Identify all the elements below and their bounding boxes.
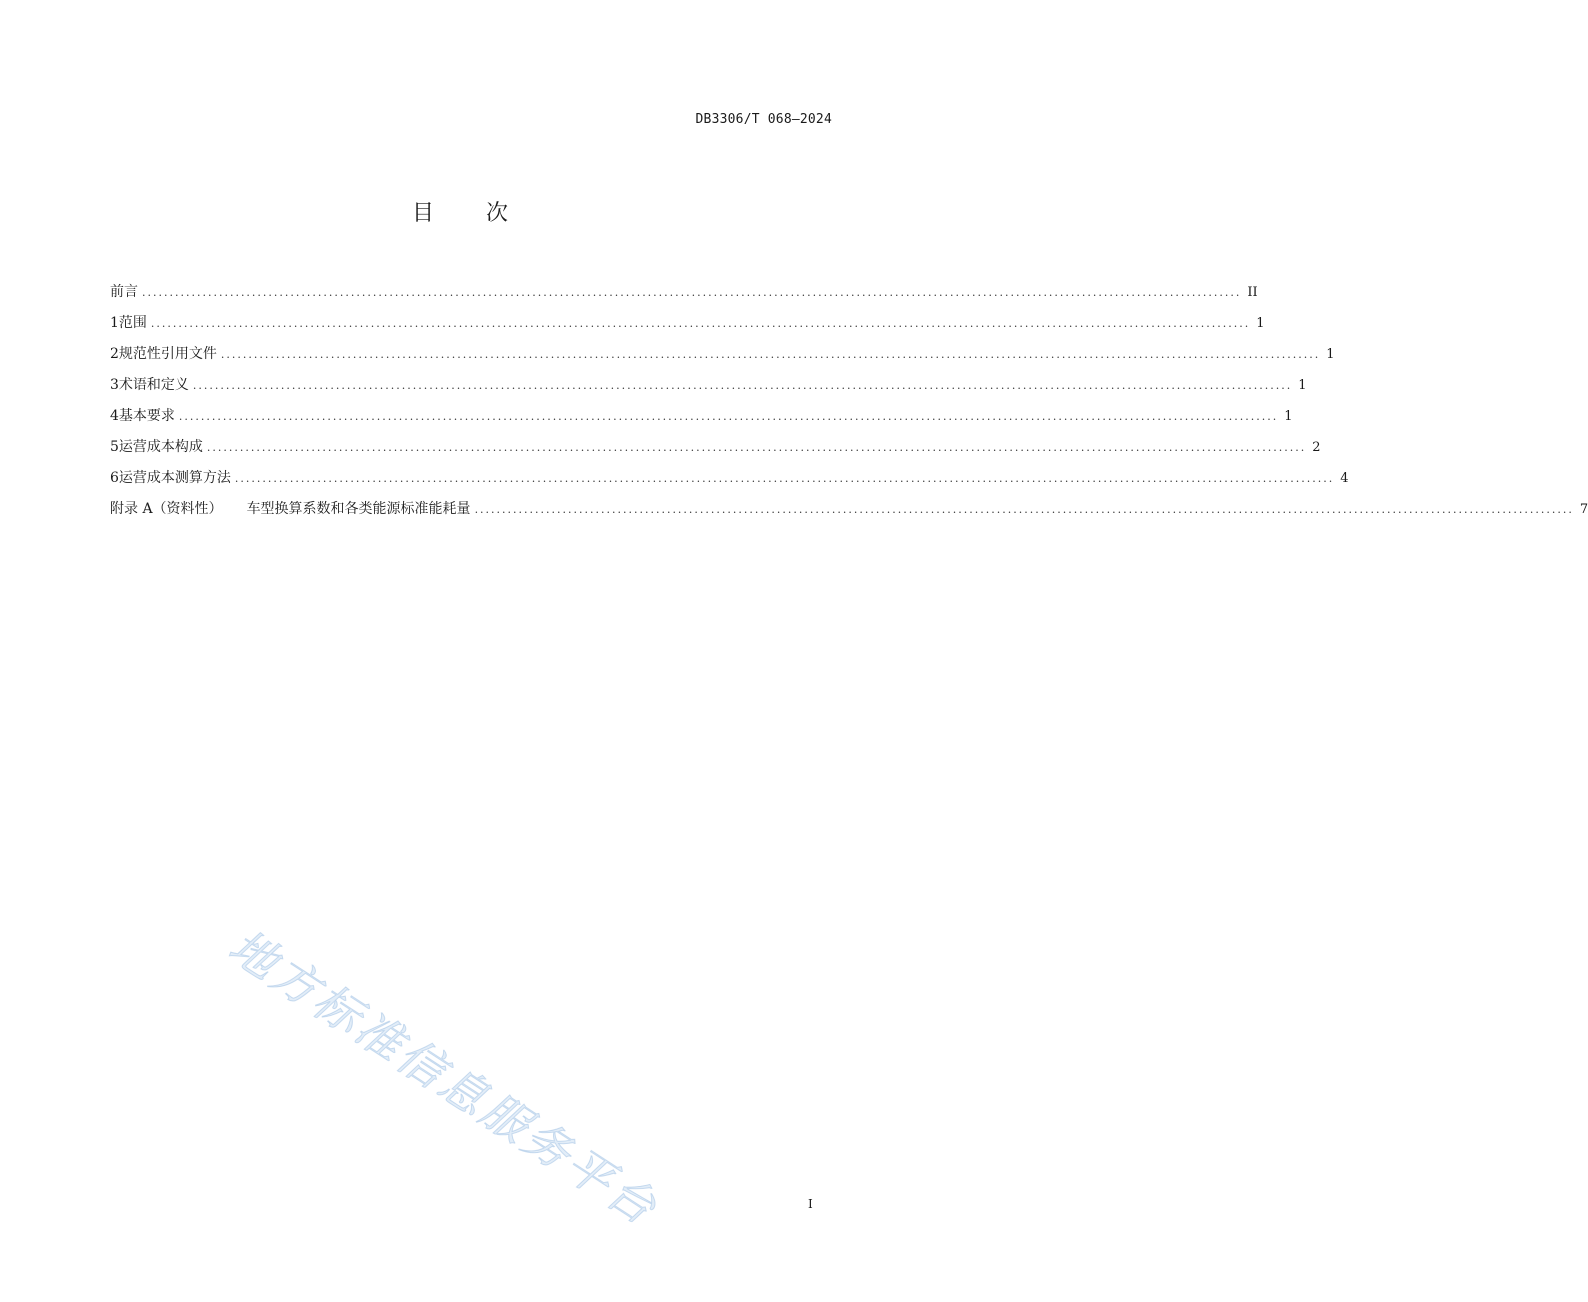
toc-entry-page: 1 [1256,316,1265,331]
toc-entry-page: 7 [1579,502,1588,517]
toc-entry-page: 1 [1298,378,1307,393]
toc-leader-dots: ........................................................................................................................................................................................................ [474,503,1574,516]
toc-entry-page: II [1247,285,1258,300]
toc-leader-dots: ........................................................................................................................................................................................................ [234,472,1335,485]
toc-entry-normative-references[interactable] [110,343,1335,374]
toc-entry-number: 4 [110,408,119,424]
toc-leader-dots: ........................................................................................................................................................................................................ [142,286,1242,299]
toc-entry-number: 3 [110,377,119,393]
appendix-title: 车型换算系数和各类能源标准能耗量 [246,501,471,517]
toc-leader-dots: ........................................................................................................................................................................................................ [178,410,1279,423]
toc-entry-page: 1 [1326,347,1335,362]
toc-entry-label: 基本要求 [118,408,175,424]
toc-entry-label [110,498,471,518]
appendix-prefix: 附录 A（资料性） [110,501,223,517]
toc-entry-label: 规范性引用文件 [118,346,217,362]
toc-leader-dots: ........................................................................................................................................................................................................ [220,348,1321,361]
toc-entry-cost-calculation[interactable] [110,467,1349,498]
toc-entry-basic-requirements[interactable] [110,405,1293,436]
toc-entry-page: 1 [1284,409,1293,424]
toc-entry-cost-composition[interactable] [110,436,1321,467]
page-number: I [808,1197,813,1211]
toc-entry-number: 5 [110,439,119,455]
toc-entry-label: 前言 [110,284,138,300]
toc-entry-terms-definitions[interactable] [110,374,1307,405]
toc-entry-label: 术语和定义 [118,377,189,393]
page-title: 目次 [411,201,560,226]
toc-entry-number: 2 [110,346,119,362]
toc-entry-number: 1 [110,315,119,331]
toc-leader-dots: ........................................................................................................................................................................................................ [206,441,1307,454]
watermark-text: 地方标准信息服务平台 [219,918,669,1237]
toc-entry-number: 6 [110,470,119,486]
toc-entry-appendix-a[interactable] [110,498,1588,529]
toc-entry-foreword[interactable] [110,281,1258,312]
toc-leader-dots: ........................................................................................................................................................................................................ [192,379,1293,392]
toc-entry-label: 运营成本测算方法 [118,470,231,486]
toc-entry-label: 运营成本构成 [118,439,203,455]
toc-entry-page: 2 [1312,440,1321,455]
toc-leader-dots: ........................................................................................................................................................................................................ [150,317,1251,330]
table-of-contents [110,281,1588,529]
toc-entry-page: 4 [1340,471,1349,486]
document-code: DB3306/T 068—2024 [695,112,832,127]
toc-entry-scope[interactable] [110,312,1265,343]
toc-entry-label: 范围 [118,315,147,331]
